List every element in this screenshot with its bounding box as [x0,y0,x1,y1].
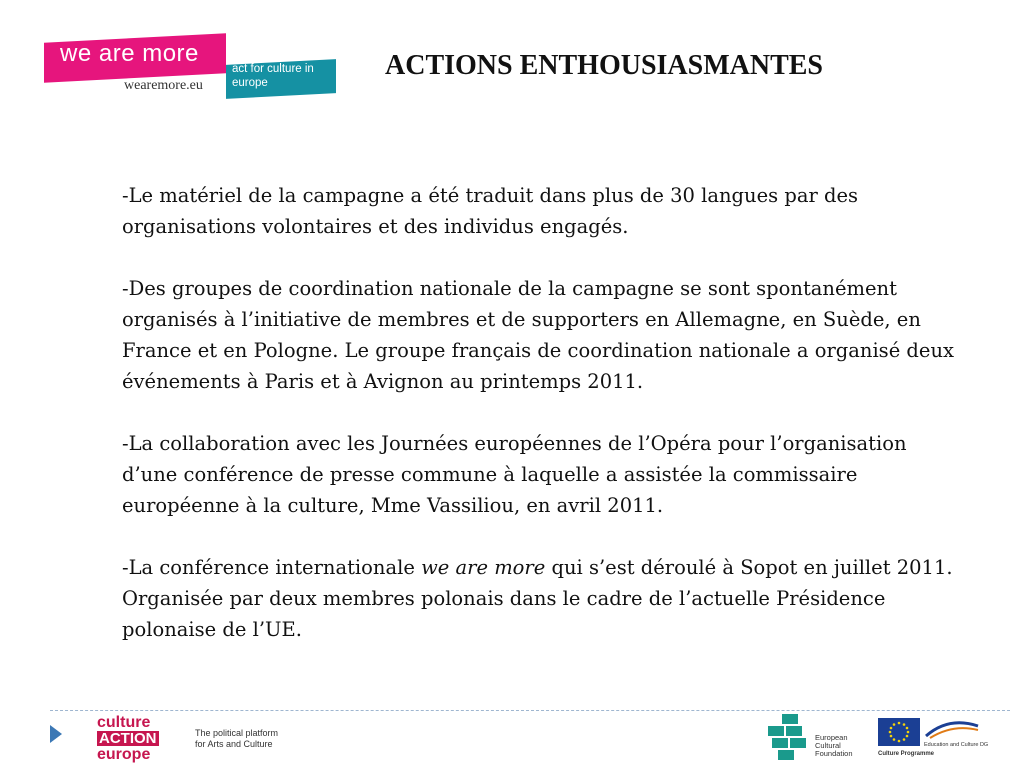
eu-swoosh-icon [924,718,980,740]
eu-caption: Education and Culture DG [924,742,989,748]
paragraph-opera-collaboration: -La collaboration avec les Journées européennes de l’Opéra pour l’organisation d’une conférence de presse commune à laquelle a assistée la commissaire européenne à la culture, Mme Vassiliou, en avril 2011. [122,432,907,517]
paragraph-sopot-after: qui s’est déroulé à Sopot en juillet 2011. Organisée par deux membres polonais dans le cadre de l’actuelle Présidence polonaise de l’UE. [122,556,953,641]
logo-tagline: act for culture in europe [232,63,314,89]
paragraph-translation: -Le matériel de la campagne a été traduit dans plus de 30 langues par des organisations volontaires et des individus engagés. [122,184,859,238]
cae-tagline: The political platform for Arts and Culture [195,728,279,749]
ecf-label: European Cultural Foundation [815,733,853,758]
we-are-more-logo [38,34,348,114]
footer-divider [50,710,1010,711]
paragraph-coordination-groups: -Des groupes de coordination nationale de la campagne se sont spontanément organisés à l’initiative de membres et de supporters en Allemagne, en Suède, en France et en Pologne. Le groupe français de coordination nationale a organisé deux événements à Paris et à Avignon au printemps 2011. [122,277,955,393]
paragraph-sopot-conference [122,552,962,645]
slide-arrow-icon [50,725,62,743]
culture-programme-label: Culture Programme [878,751,935,757]
cae-line-2: ACTION [99,730,157,747]
cae-line-1: culture [97,714,151,731]
cae-line-3: europe [97,746,151,763]
paragraph-sopot-italic: we are more [421,556,546,579]
slide-title: ACTIONS ENTHOUSIASMANTES [385,50,823,81]
eu-flag-icon [878,718,920,746]
slide-body [122,180,962,676]
culture-action-europe-logo [97,714,177,763]
paragraph-sopot-before: -La conférence internationale [122,556,422,579]
logo-url: wearemore.eu [124,78,203,93]
ecf-logo-icon [768,714,812,760]
logo-main-text: we are more [60,40,199,67]
